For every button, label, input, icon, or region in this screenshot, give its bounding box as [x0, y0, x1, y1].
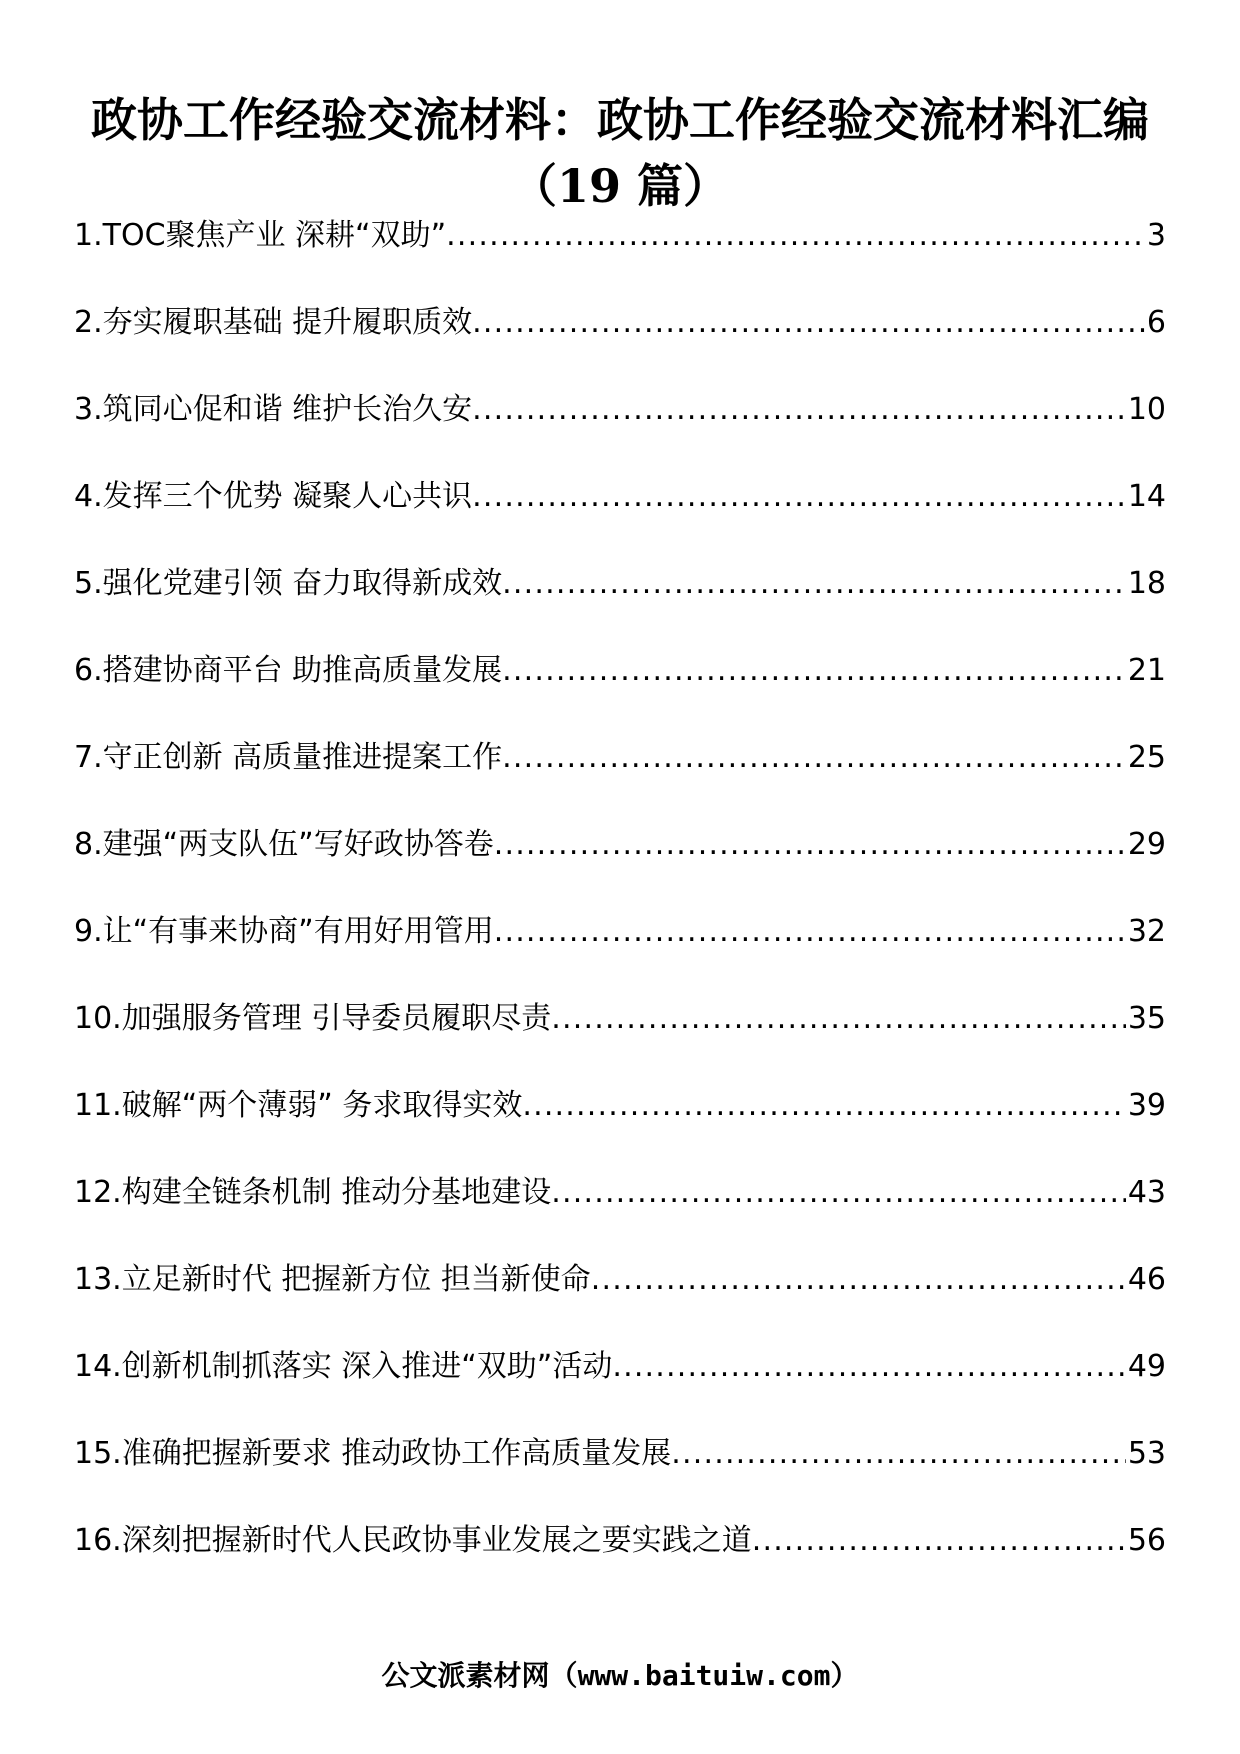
toc-entry-page: 46	[1127, 1262, 1166, 1297]
toc-entry-number: 16.	[74, 1523, 122, 1558]
toc-dot-leader	[752, 1521, 1126, 1561]
toc-entry-4[interactable]	[74, 477, 1166, 564]
toc-entry-page: 39	[1127, 1088, 1166, 1123]
toc-entry-page: 25	[1127, 740, 1166, 775]
toc-entry-page: 21	[1127, 653, 1166, 688]
toc-entry-page: 14	[1127, 479, 1166, 514]
toc-dot-leader	[446, 216, 1145, 256]
toc-entry-page: 29	[1127, 827, 1166, 862]
footer-close-paren: ）	[830, 1659, 859, 1692]
toc-dot-leader	[502, 738, 1126, 778]
toc-entry-number: 4.	[74, 479, 103, 514]
toc-entry-number: 10.	[74, 1001, 122, 1036]
toc-entry-1[interactable]	[74, 216, 1166, 303]
toc-entry-8[interactable]	[74, 825, 1166, 912]
toc-entry-page: 32	[1127, 914, 1166, 949]
toc-entry-title: 构建全链条机制 推动分基地建设	[121, 1175, 552, 1210]
toc-entry-title: 让“有事来协商”有用好用管用	[102, 914, 494, 949]
toc-entry-number: 2.	[74, 305, 103, 340]
page-footer	[0, 1656, 1240, 1696]
toc-dot-leader	[551, 1173, 1126, 1213]
toc-dot-leader	[502, 651, 1126, 691]
toc-entry-number: 3.	[74, 392, 103, 427]
toc-dot-leader	[494, 825, 1126, 865]
toc-entry-page: 53	[1127, 1436, 1166, 1471]
footer-url-link[interactable]: www.baituiw.com	[577, 1659, 831, 1692]
toc-entry-page: 49	[1127, 1349, 1166, 1384]
toc-entry-title: 创新机制抓落实 深入推进“双助”活动	[121, 1349, 613, 1384]
toc-entry-title: 破解“两个薄弱” 务求取得实效	[121, 1088, 523, 1123]
toc-dot-leader	[551, 999, 1126, 1039]
toc-entry-title: 强化党建引领 奋力取得新成效	[102, 566, 503, 601]
toc-entry-5[interactable]	[74, 564, 1166, 651]
toc-entry-11[interactable]	[74, 1086, 1166, 1173]
toc-entry-title: 立足新时代 把握新方位 担当新使命	[121, 1262, 591, 1297]
document-title: 政协工作经验交流材料：政协工作经验交流材料汇编	[91, 93, 1149, 147]
toc-entry-10[interactable]	[74, 999, 1166, 1086]
footer-site-name: 公文派素材网（	[381, 1659, 578, 1692]
toc-entry-title: TOC聚焦产业 深耕“双助”	[102, 218, 447, 253]
toc-entry-title: 加强服务管理 引导委员履职尽责	[121, 1001, 552, 1036]
toc-entry-2[interactable]	[74, 303, 1166, 390]
toc-entry-12[interactable]	[74, 1173, 1166, 1260]
toc-entry-15[interactable]	[74, 1434, 1166, 1521]
toc-dot-leader	[472, 303, 1145, 343]
toc-entry-page: 43	[1127, 1175, 1166, 1210]
toc-dot-leader	[522, 1086, 1125, 1126]
toc-entry-number: 15.	[74, 1436, 122, 1471]
toc-entry-number: 6.	[74, 653, 103, 688]
document-subtitle-count: （19 篇）	[510, 159, 730, 213]
toc-entry-3[interactable]	[74, 390, 1166, 477]
toc-entry-page: 3	[1146, 218, 1166, 253]
toc-entry-page: 6	[1146, 305, 1166, 340]
toc-entry-page: 10	[1127, 392, 1166, 427]
toc-dot-leader	[472, 477, 1126, 517]
toc-entry-title: 深刻把握新时代人民政协事业发展之要实践之道	[121, 1523, 752, 1558]
toc-dot-leader	[494, 912, 1126, 952]
toc-entry-title: 准确把握新要求 推动政协工作高质量发展	[121, 1436, 672, 1471]
toc-entry-title: 发挥三个优势 凝聚人心共识	[102, 479, 473, 514]
toc-entry-number: 8.	[74, 827, 103, 862]
toc-entry-number: 13.	[74, 1262, 122, 1297]
toc-entry-number: 11.	[74, 1088, 122, 1123]
toc-entry-14[interactable]	[74, 1347, 1166, 1434]
toc-dot-leader	[612, 1347, 1125, 1387]
table-of-contents	[74, 216, 1166, 1608]
toc-entry-13[interactable]	[74, 1260, 1166, 1347]
toc-entry-number: 5.	[74, 566, 103, 601]
toc-entry-number: 1.	[74, 218, 103, 253]
toc-entry-7[interactable]	[74, 738, 1166, 825]
toc-dot-leader	[502, 564, 1126, 604]
toc-entry-9[interactable]	[74, 912, 1166, 999]
toc-entry-page: 18	[1127, 566, 1166, 601]
toc-entry-title: 搭建协商平台 助推高质量发展	[102, 653, 503, 688]
toc-entry-number: 9.	[74, 914, 103, 949]
toc-entry-page: 56	[1127, 1523, 1166, 1558]
toc-entry-6[interactable]	[74, 651, 1166, 738]
toc-entry-title: 筑同心促和谐 维护长治久安	[102, 392, 473, 427]
toc-entry-number: 14.	[74, 1349, 122, 1384]
toc-entry-16[interactable]	[74, 1521, 1166, 1608]
toc-entry-page: 35	[1127, 1001, 1166, 1036]
toc-entry-title: 夯实履职基础 提升履职质效	[102, 305, 473, 340]
toc-entry-number: 7.	[74, 740, 103, 775]
toc-entry-title: 建强“两支队伍”写好政协答卷	[102, 827, 494, 862]
toc-entry-title: 守正创新 高质量推进提案工作	[102, 740, 503, 775]
toc-dot-leader	[472, 390, 1126, 430]
toc-dot-leader	[671, 1434, 1126, 1474]
toc-entry-number: 12.	[74, 1175, 122, 1210]
toc-dot-leader	[591, 1260, 1126, 1300]
